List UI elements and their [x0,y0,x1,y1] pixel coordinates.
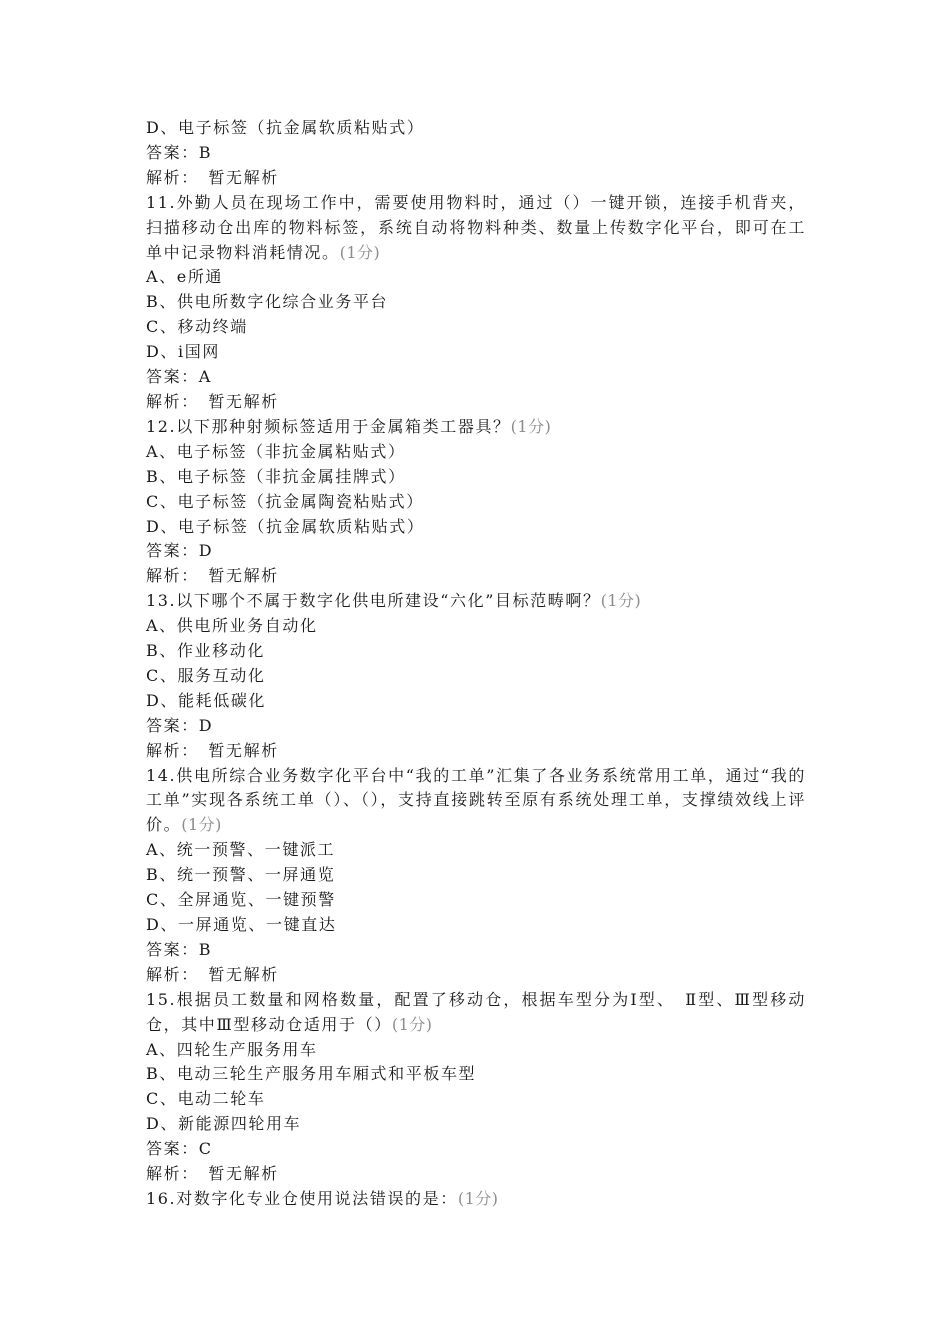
question-score: (1分) [181,815,222,835]
option-line: C、服务互动化 [146,665,266,685]
question-stem: 16.对数字化专业仓使用说法错误的是：(1分) [146,1188,499,1208]
option-line: D、能耗低碳化 [146,690,267,710]
question-stem: 12.以下那种射频标签适用于金属箱类工器具？(1分) [146,416,552,436]
question-stem: 11.外勤人员在现场工作中，需要使用物料时，通过（）一键开锁，连接手机背夹，扫描移动仓出库的物料标签，系统自动将物料种类、数量上传数字化平台，即可在工单中记录物料消耗情况。(1分) [146,192,806,262]
question-score: (1分) [600,591,642,611]
option-line: C、电子标签（抗金属陶瓷粘贴式） [146,491,424,511]
option-line: A、统一预警、一键派工 [146,840,336,860]
answer-line: 答案：C [146,1139,213,1159]
analysis-line: 解析： 暂无解析 [146,1164,279,1184]
analysis-line: 解析： 暂无解析 [146,740,279,760]
analysis-line: 解析： 暂无解析 [146,167,279,187]
question-score: (1分) [510,416,552,436]
answer-line: 答案：D [146,541,214,561]
analysis-line: 解析： 暂无解析 [146,391,279,411]
option-line: B、电子标签（非抗金属挂牌式） [146,466,406,486]
analysis-line: 解析： 暂无解析 [146,566,279,586]
question-stem: 14.供电所综合业务数字化平台中“我的工单”汇集了各业务系统常用工单，通过“我的工单”实现各系统工单（）、（），支持直接跳转至原有系统处理工单，支撑绩效线上评价。(1分) [146,765,806,835]
option-line: B、统一预警、一屏通览 [146,865,336,885]
document-body [146,116,806,1212]
question-stem: 13.以下哪个不属于数字化供电所建设“六化”目标范畴啊？(1分) [146,591,642,611]
option-line: A、四轮生产服务用车 [146,1039,318,1059]
option-line: B、供电所数字化综合业务平台 [146,292,389,312]
answer-line: 答案：B [146,939,213,959]
question-stem: 15.根据员工数量和网格数量，配置了移动仓，根据车型分为Ⅰ型、 Ⅱ型、Ⅲ型移动仓，其中Ⅲ型移动仓适用于（）(1分) [146,989,806,1034]
option-line: B、作业移动化 [146,641,265,661]
analysis-line: 解析： 暂无解析 [146,964,279,984]
option-line: D、新能源四轮用车 [146,1114,302,1134]
option-line: A、e所通 [146,267,224,287]
option-line: B、电动三轮生产服务用车厢式和平板车型 [146,1064,477,1084]
option-line: D、一屏通览、一键直达 [146,915,337,934]
question-score: (1分) [457,1188,499,1208]
option-line: A、电子标签（非抗金属粘贴式） [146,441,406,461]
question-score: (1分) [391,1014,433,1034]
option-line: C、移动终端 [146,317,248,337]
option-line: C、电动二轮车 [146,1089,266,1109]
answer-line: 答案：A [146,367,212,387]
option-line: D、电子标签（抗金属软质粘贴式） [146,118,425,137]
option-line: C、全屏通览、一键预警 [146,890,336,910]
option-line: D、电子标签（抗金属软质粘贴式） [146,516,425,536]
answer-line: 答案：B [146,142,213,162]
question-score: (1分) [339,242,381,262]
option-line: A、供电所业务自动化 [146,616,318,636]
answer-line: 答案：D [146,715,214,735]
option-line: D、i国网 [146,342,220,362]
